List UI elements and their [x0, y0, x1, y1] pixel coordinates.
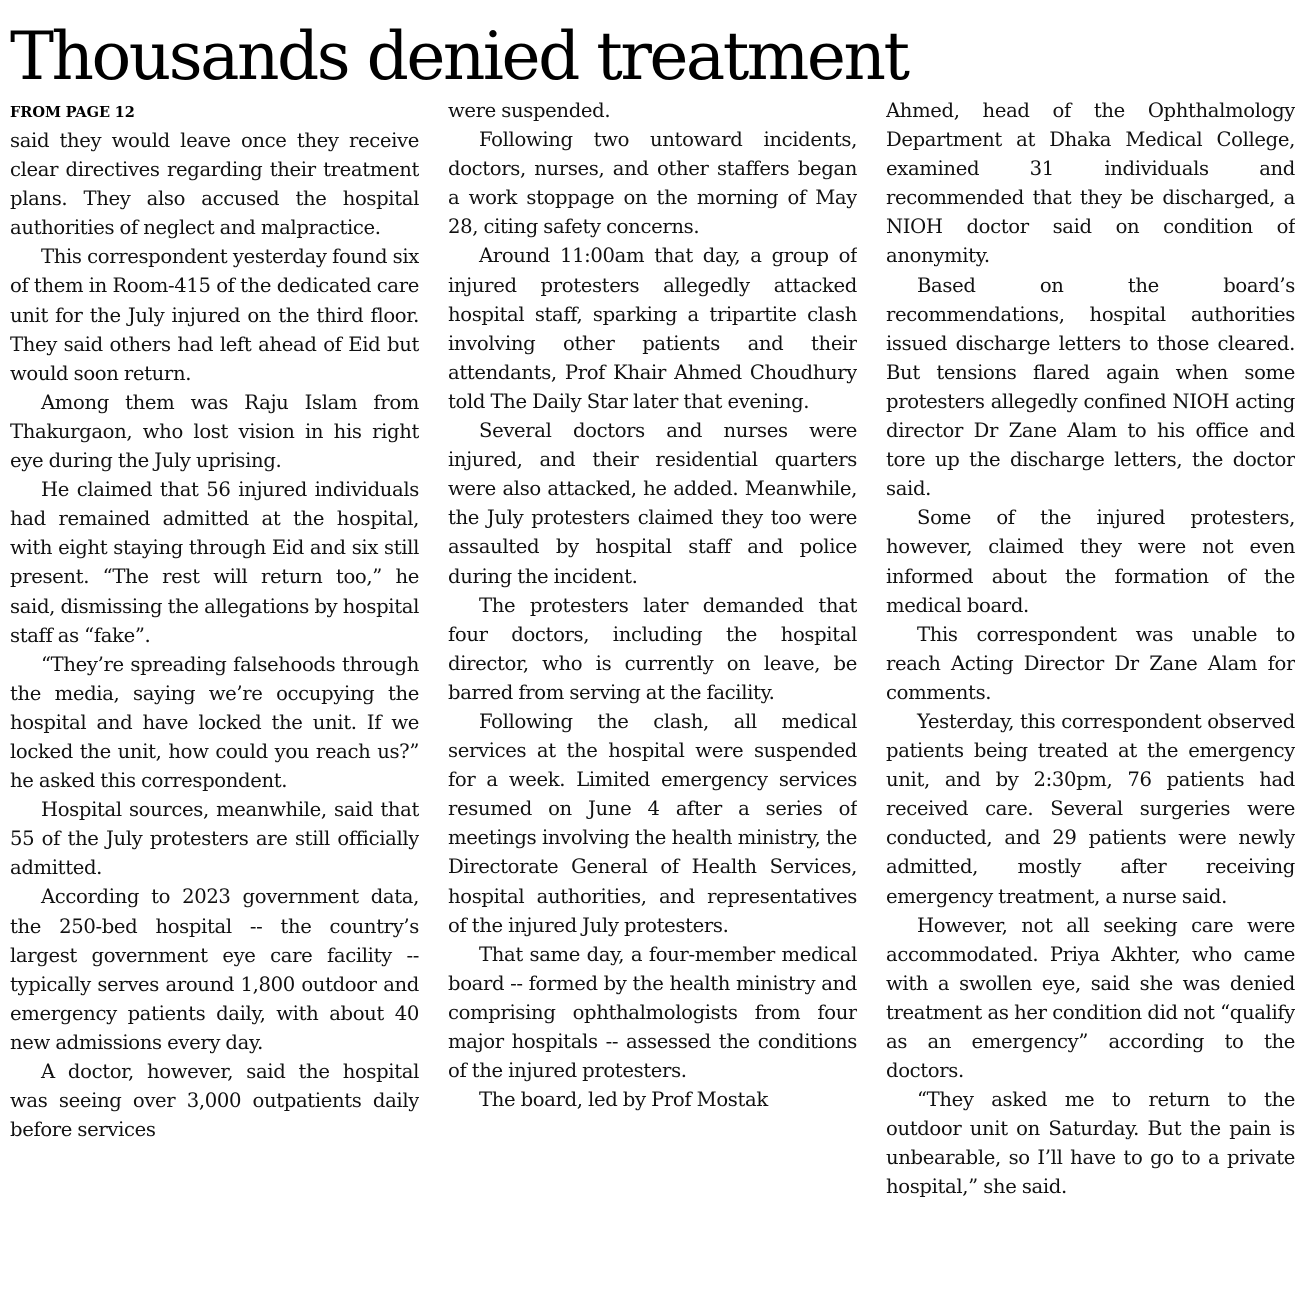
paragraph: According to 2023 government data, the 250-bed hospital -- the country’s largest government eye care facility -- typically serves around 1,800 outdoor and emergency patients daily, with about 40 new admissions every day. — [10, 885, 419, 1054]
article-column-3 — [886, 100, 1295, 1305]
paragraph: Yesterday, this correspondent observed patients being treated at the emergency unit, and by 2:30pm, 76 patients had received care. Several surgeries were conducted, and 29 patients were newly admitted, mostly after receiving emergency treatment, a nurse said. — [886, 709, 1295, 908]
paragraph: Following two untoward incidents, doctors, nurses, and other staffers began a work stoppage on the morning of May 28, citing safety concerns. — [448, 128, 857, 239]
paragraph: He claimed that 56 injured individuals had remained admitted at the hospital, with eight staying through Eid and six still present. “The rest will return too,” he said, dismissing the allegations by hospital staff as “fake”. — [10, 478, 419, 647]
paragraph: The board, led by Prof Mostak — [479, 1088, 768, 1112]
paragraph: The protesters later demanded that four doctors, including the hospital director, who is currently on leave, be barred from serving at the facility. — [448, 593, 857, 704]
paragraph: Several doctors and nurses were injured, and their residential quarters were also attacked, he added. Meanwhile, the July protesters claimed they too were assaulted by hospital staff and police during the incident. — [448, 419, 857, 588]
paragraph: Some of the injured protesters, however, claimed they were not even informed about the formation of the medical board. — [886, 506, 1295, 617]
paragraph: Based on the board’s recommendations, hospital authorities issued discharge letters to those cleared. But tensions flared again when some protesters allegedly confined NIOH acting director Dr Zane Alam to his office and tore up the discharge letters, the doctor said. — [886, 273, 1295, 501]
paragraph: were suspended. — [448, 100, 611, 122]
paragraph: Ahmed, head of the Ophthalmology Department at Dhaka Medical College, examined 31 individuals and recommended that they be discharged, a NIOH doctor said on condition of anonymity. — [886, 100, 1295, 268]
paragraph: However, not all seeking care were accommodated. Priya Akhter, who came with a swollen eye, said she was denied treatment as her condition did not “qualify as an emergency” according to the doctors. — [886, 913, 1295, 1083]
paragraph: Following the clash, all medical services at the hospital were suspended for a week. Limited emergency services resumed on June 4 after a series of meetings involving the health ministry, the Directorate General of Health Services, hospital authorities, and representatives of the injured July protesters. — [448, 709, 857, 937]
paragraph: This correspondent yesterday found six of them in Room-415 of the dedicated care unit for the July injured on the third floor. They said others had left ahead of Eid but would soon return. — [10, 245, 419, 385]
jump-label: FROM PAGE 12 — [10, 104, 135, 121]
article-column-1 — [10, 100, 419, 1305]
paragraph: A doctor, however, said the hospital was seeing over 3,000 outpatients daily before services — [10, 1060, 419, 1142]
paragraph: Around 11:00am that day, a group of injured protesters allegedly attacked hospital staff, sparking a tripartite clash involving other patients and their attendants, Prof Khair Ahmed Choudhury told The Daily Star later that evening. — [448, 244, 857, 413]
paragraph: This correspondent was unable to reach Acting Director Dr Zane Alam for comments. — [886, 622, 1295, 704]
headline: Thousands denied treatment — [10, 18, 908, 95]
article-column-2 — [448, 100, 857, 1305]
paragraph: Among them was Raju Islam from Thakurgaon, who lost vision in his right eye during the July uprising. — [10, 390, 419, 473]
paragraph: Hospital sources, meanwhile, said that 55 of the July protesters are still officially admitted. — [10, 798, 419, 880]
paragraph: “They’re spreading falsehoods through the media, saying we’re occupying the hospital and have locked the unit. If we locked the unit, how could you reach us?” he asked this correspondent. — [10, 652, 419, 793]
paragraph: said they would leave once they receive clear directives regarding their treatment plans. They also accused the hospital authorities of neglect and malpractice. — [10, 129, 419, 240]
paragraph: “They asked me to return to the outdoor unit on Saturday. But the pain is unbearable, so I’ll have to go to a private hospital,” she said. — [886, 1088, 1295, 1199]
paragraph: That same day, a four-member medical board -- formed by the health ministry and comprising ophthalmologists from four major hospitals -- assessed the conditions of the injured protesters. — [448, 942, 857, 1083]
